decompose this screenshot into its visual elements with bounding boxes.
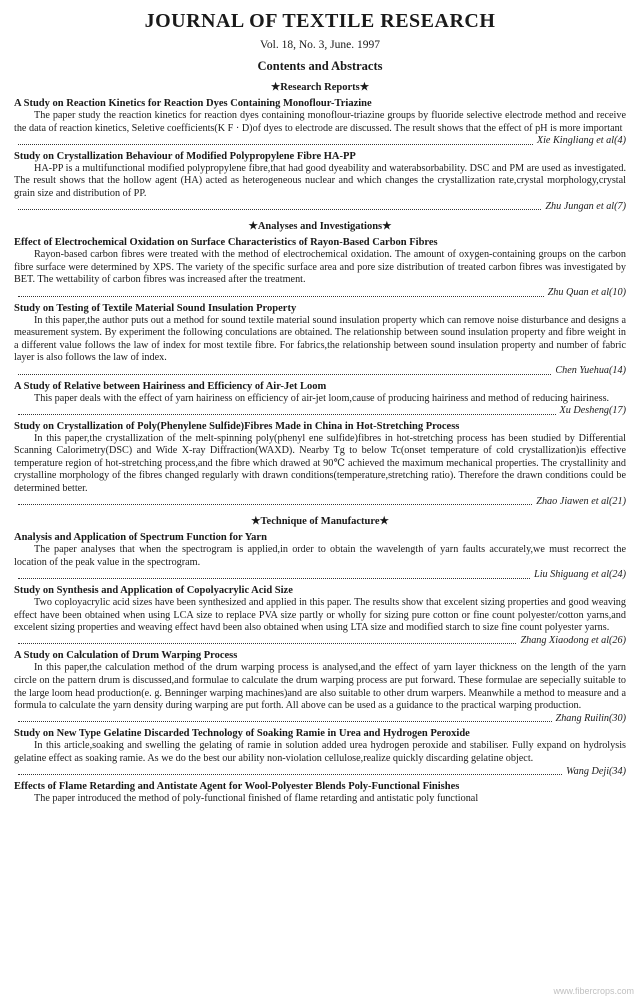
leader-dots — [18, 414, 556, 415]
author-line — [14, 287, 626, 300]
author-line — [14, 713, 626, 726]
article — [14, 302, 626, 378]
abstract-text: In this paper,the calculation method of the drum warping process is analysed,and the effect of yarn layer thickness on the length of the yarn circle on the pattern drum is discussed,and formulae to calculate the drum warping process are put forward. These formulae are sepecially suitable to the large loom head production(e. g. Benninger warping machines)and are also suitable to other drum warpers. Meanwhile a method to measure and a formula to calculate the yarn density during warping are put forth. All above can be used as a guidance to the practical warping production. — [14, 662, 626, 712]
article-abstract — [14, 393, 626, 406]
article — [14, 584, 626, 647]
section-heading-research-reports: ★Research Reports★ — [270, 82, 370, 93]
author-line — [14, 766, 626, 779]
article — [14, 649, 626, 725]
article-author: Liu Shiguang et al(24) — [534, 569, 626, 581]
article-abstract — [14, 544, 626, 569]
article-title: Analysis and Application of Spectrum Function for Yarn — [14, 532, 267, 544]
author-line — [14, 635, 626, 648]
article-title: Study on Crystallization Behaviour of Modified Polypropylene Fibre HA-PP — [14, 150, 356, 162]
abstract-text: In this paper,the author puts out a method for sound textile material sound insulation property which can remove noise disturbance and designs a measurement system. By experiment the following conculations are obtained. The relationship between sound insulation property and fibre weight in a different value follows the law of index for most textile fibre. For fabrics,the relationship between sound insulation property and number of fabric layer is also follows the law of index. — [14, 314, 626, 364]
article-author: Zhang Ruilin(30) — [555, 712, 626, 724]
article-author: Chen Yuehua(14) — [555, 364, 626, 376]
abstract-text: In this paper,the crystallization of the melt-spinning poly(phenyl ene sulfide)fibres in hot-stretching process has been studied by Differential Scanning Calorimetry(DSC) and Wide X-ray Diffraction(WAXD). Nearby Tg to below Tc(onset temperature of cold crystallization)is effective temperature region of hot-stretching process,and the fibre which drawed at 90℃ achieved the maximum mechanical properties. The crystallinity and crystalline morphology of the fibres changed regularly with drawn conditions(temperature,stretching ratio). Therefore the drawn conditions could be determined better. — [14, 432, 626, 495]
abstract-text: This paper deals with the effect of yarn hairiness on efficiency of air-jet loom,cause of producing hairiness and method of reducing hairiness. — [34, 392, 610, 404]
article-abstract — [14, 249, 626, 287]
abstract-text: The paper introduced the method of poly-functional finished of flame retarding and antistatic poly functional — [34, 793, 479, 805]
author-line — [14, 569, 626, 582]
leader-dots — [18, 144, 533, 145]
article-abstract — [14, 433, 626, 496]
section-heading-analyses: ★Analyses and Investigations★ — [248, 221, 392, 233]
article-abstract — [14, 740, 626, 765]
author-line — [14, 496, 626, 509]
abstract-text: The paper study the reaction kinetics for reaction dyes containing monoflour-triazine groups by fluoride selective electrode method and receive the data of reaction kinetics, Seletive coefficients(K F · D)of dyes to electrode are discussed. The result shows that the effect of pH is more important — [14, 110, 626, 134]
article-abstract — [14, 315, 626, 365]
leader-dots — [18, 296, 544, 297]
leader-dots — [18, 721, 552, 722]
article — [14, 420, 626, 509]
article-title: Study on Testing of Textile Material Sound Insulation Property — [14, 302, 297, 314]
leader-dots — [18, 209, 541, 210]
article-author: Xu Desheng(17) — [559, 405, 626, 417]
article-abstract — [14, 793, 626, 806]
author-line — [14, 405, 626, 418]
article — [14, 236, 626, 299]
leader-dots — [18, 643, 516, 644]
article-author: Zhao Jiawen et al(21) — [536, 495, 626, 507]
article-title: A Study on Calculation of Drum Warping Process — [14, 650, 238, 662]
volume-line: Vol. 18, No. 3, June. 1997 — [260, 39, 380, 51]
leader-dots — [18, 374, 551, 375]
article-abstract — [14, 662, 626, 712]
article-abstract — [14, 163, 626, 201]
article — [14, 727, 626, 778]
article-abstract — [14, 597, 626, 635]
article — [14, 380, 626, 418]
leader-dots — [18, 774, 562, 775]
section-heading-technique: ★Technique of Manufacture★ — [251, 516, 389, 528]
article-title: Effect of Electrochemical Oxidation on Surface Characteristics of Rayon-Based Carbon Fibres — [14, 237, 438, 249]
article — [14, 531, 626, 582]
leader-dots — [18, 578, 530, 579]
article-abstract — [14, 110, 626, 135]
abstract-text: Two coployacrylic acid sizes have been synthesized and applied in this paper. The results show that excelent sizing properties and good weaving effect have been obtained when using LCA size to replace PVA size partly or wholly for sizing pure cotton or fine count polyester/cotton yarns,and excelent sizing properties and weaving effect havd been also obtained when using LTA size and modified starch to size fine count polyester yarns. — [14, 597, 626, 634]
article-author: Zhu Quan et al(10) — [547, 286, 626, 298]
article-title: Study on Synthesis and Application of Copolyacrylic Acid Size — [14, 585, 293, 597]
article — [14, 780, 626, 806]
abstract-text: In this article,soaking and swelling the gelating of ramie in solution added urea hydrogen peroxide and stabiliser. Fully expand on hydrolysis gelatine effect as soaking ramie. As we do the best our ability non-violation cellulose,realize quickly discarding gelatine object. — [14, 740, 626, 764]
article — [14, 150, 626, 213]
article-title: Study on Crystallization of Poly(Phenylene Sulfide)Fibres Made in China in Hot-Stretching Process — [14, 420, 460, 432]
abstract-text: Rayon-based carbon fibres were treated with the method of electrochemical oxidation. The amount of oxygen-containing groups on the carbon fibre surface were determined by XPS. The variety of the specific surface area and pore size distribution of treated carbon fibres was investigated by BET. The wettability of carbon fibres was increased after the treatment. — [14, 249, 626, 286]
author-line — [14, 135, 626, 148]
author-line — [14, 365, 626, 378]
article-author: Zhu Jungan et al(7) — [545, 200, 626, 212]
contents-heading: Contents and Abstracts — [257, 59, 383, 73]
abstract-text: HA-PP is a multifunctional modified polypropylene fibre,that had good dyeability and waterabsorbability. DSC and PM are used as investigated. The result shows that the hollow agent (HA) acted as heterogeneous nuclear and which changes the crystallization rate,crystal morphology,crystal grain size and distribution of PP. — [14, 162, 626, 199]
article-title: A Study on Reaction Kinetics for Reaction Dyes Containing Monoflour-Triazine — [14, 98, 372, 109]
article-title: Study on New Type Gelatine Discarded Technology of Soaking Ramie in Urea and Hydrogen Peroxide — [14, 728, 470, 740]
author-line — [14, 201, 626, 214]
article — [14, 97, 626, 148]
article-author: Xie Kingliang et al(4) — [536, 135, 626, 147]
leader-dots — [18, 504, 532, 505]
article-author: Wang Deji(34) — [566, 765, 626, 777]
article-author: Zhang Xiaodong et al(26) — [520, 634, 626, 646]
abstract-text: The paper analyses that when the spectrogram is applied,in order to obtain the wavelength of yarn faults accurately,we must recorrect the location of the peak value in the spectrogram. — [14, 544, 626, 568]
article-title: A Study of Relative between Hairiness and Efficiency of Air-Jet Loom — [14, 380, 327, 392]
journal-title: JOURNAL OF TEXTILE RESEARCH — [144, 10, 496, 32]
article-title: Effects of Flame Retarding and Antistate Agent for Wool-Polyester Blends Poly-Functional Finishes — [14, 781, 460, 793]
watermark: www.fibercrops.com — [553, 986, 634, 996]
